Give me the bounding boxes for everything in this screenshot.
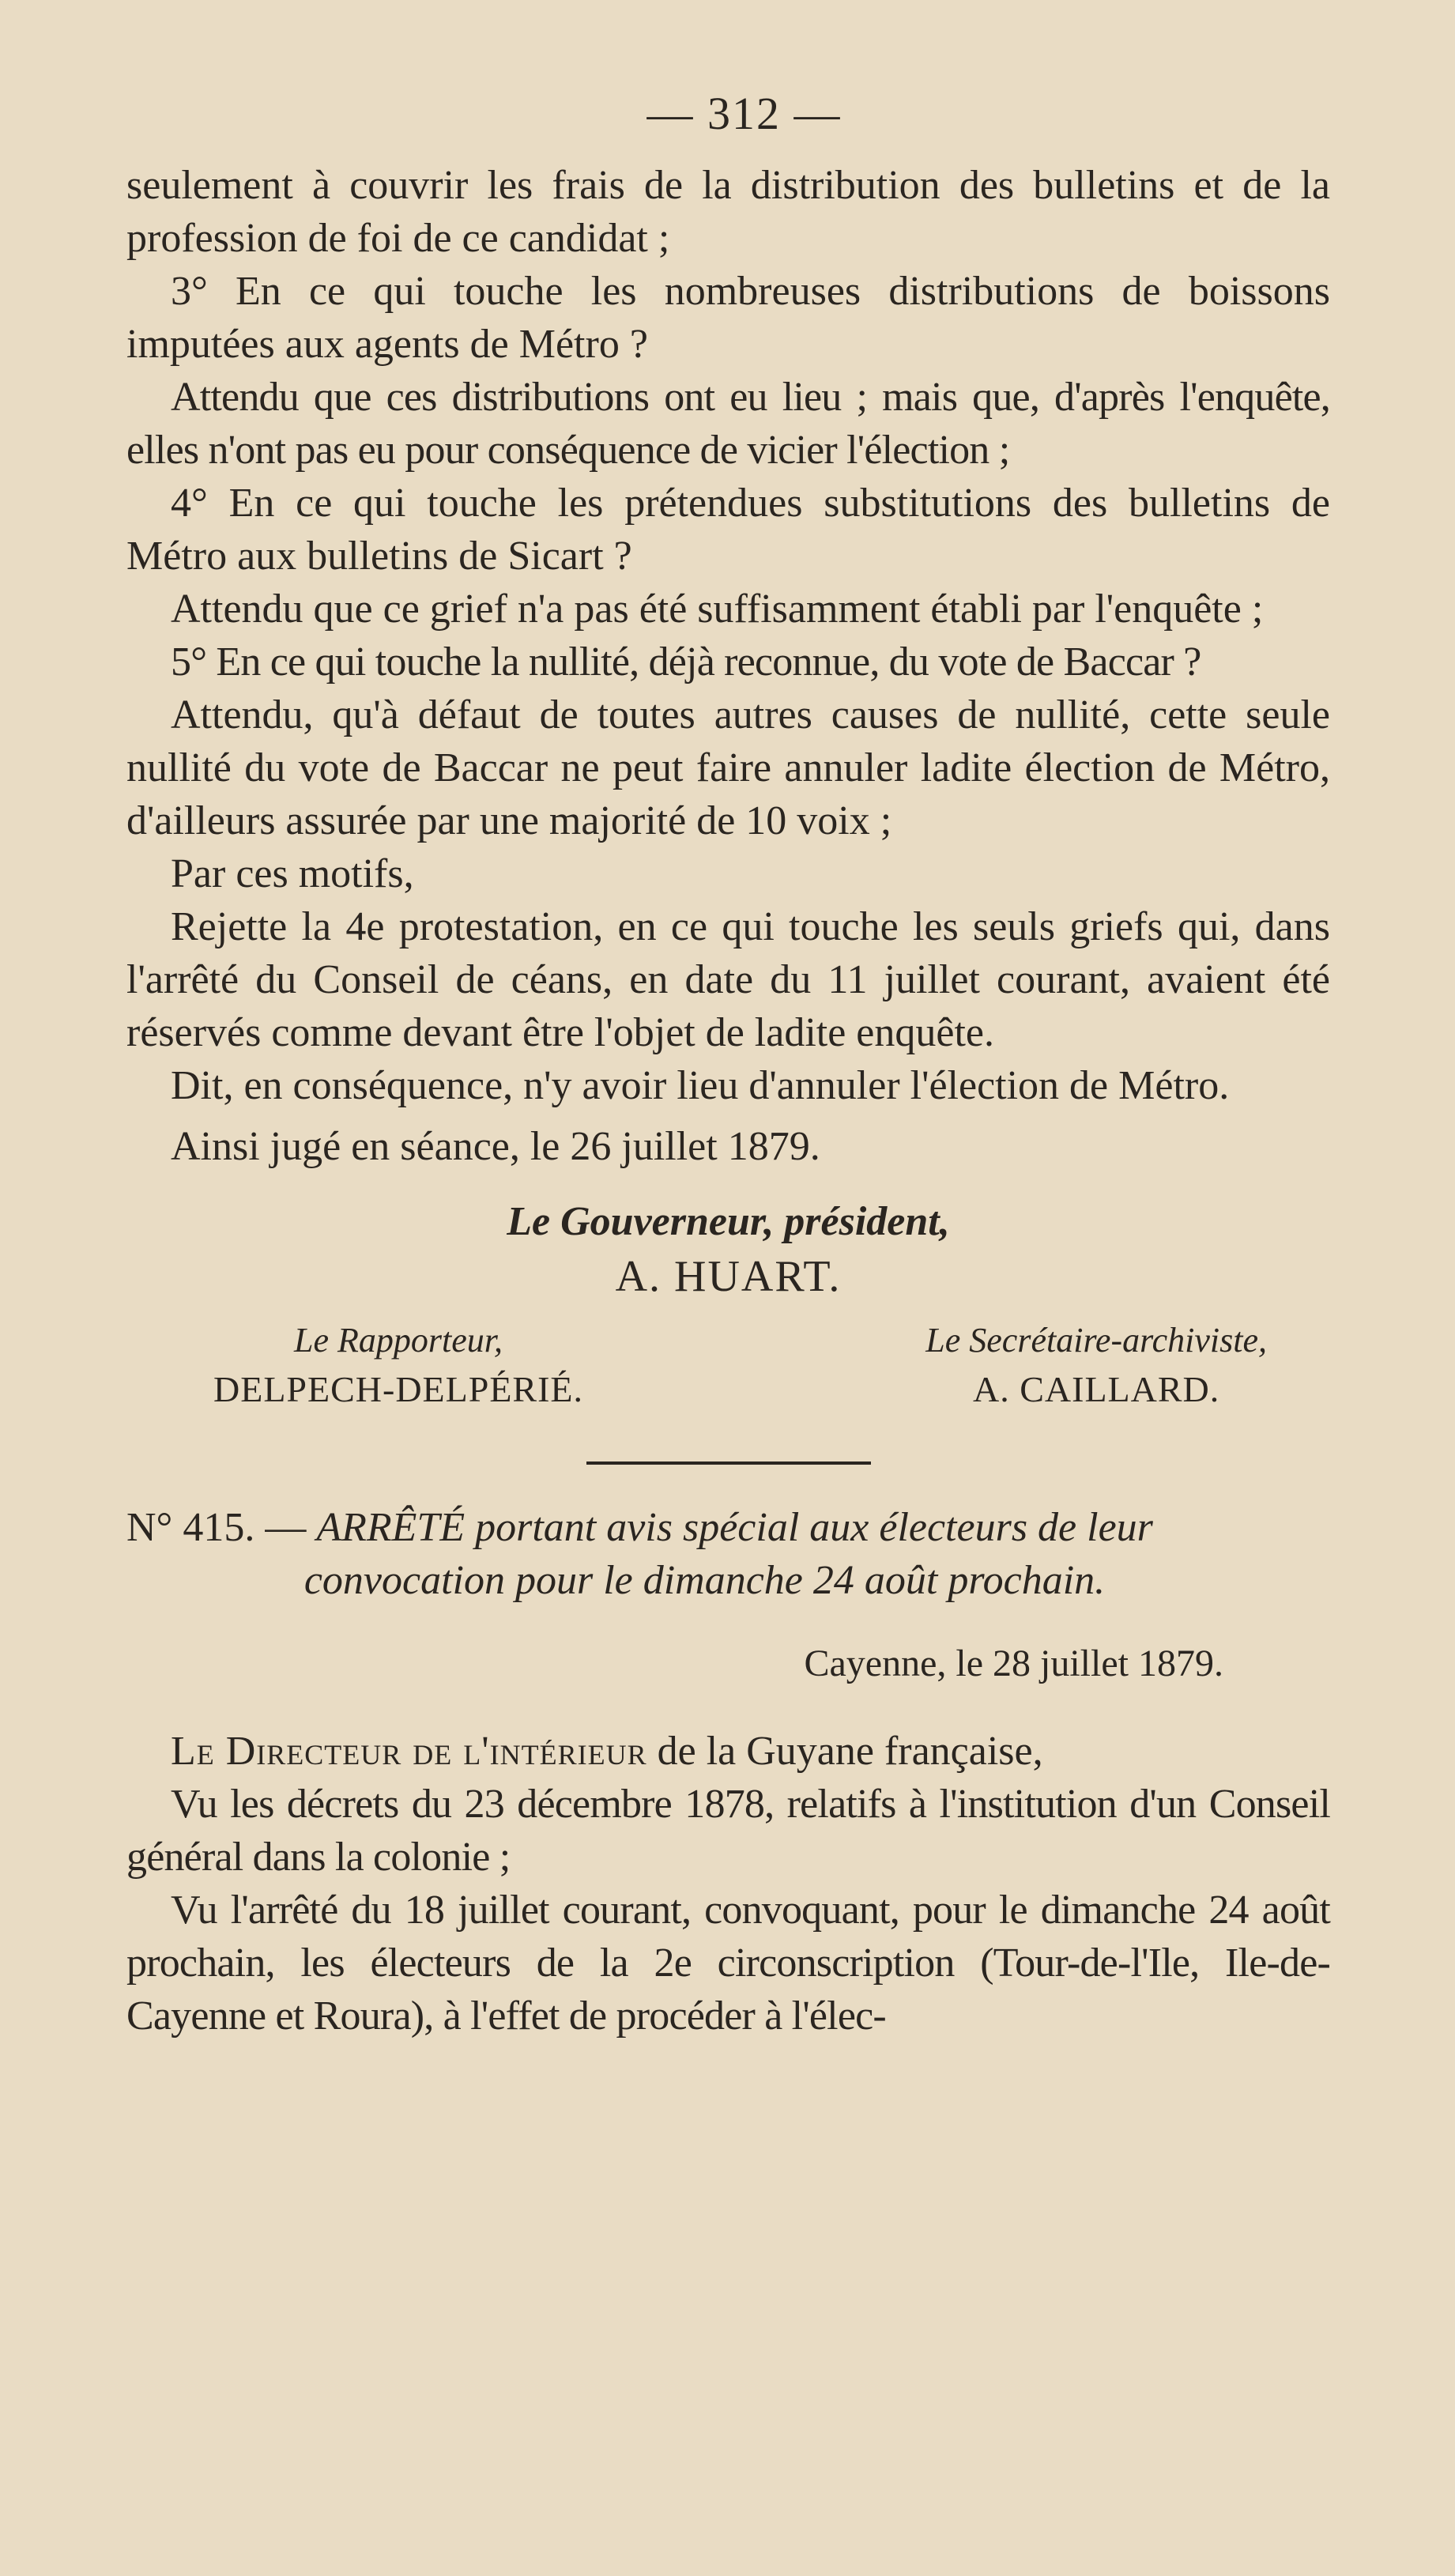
decree-title-line1: ARRÊTÉ portant avis spécial aux électeurs de leur (316, 1505, 1153, 1550)
paragraph: 5° En ce qui touche la nullité, déjà reconnue, du vote de Baccar ? (171, 639, 1201, 685)
paragraph: Vu les décrets du 23 décembre 1878, relatifs à l'institution d'un Conseil général dans la colonie ; (126, 1782, 1330, 1880)
signature-block (126, 1195, 1330, 1414)
decree-title-line2: convocation pour le dimanche 24 août prochain. (303, 1558, 1106, 1603)
paragraph: Attendu que ce grief n'a pas été suffisamment établi par l'enquête ; (171, 586, 1264, 632)
decree-heading (126, 1501, 1330, 1554)
secretaire-name: A. CAILLARD. (973, 1369, 1220, 1409)
president-role: Le Gouverneur, président, (507, 1199, 950, 1244)
signature-row (126, 1316, 1330, 1414)
secretaire-signature (925, 1316, 1267, 1414)
section-divider (586, 1461, 871, 1465)
paragraph: Ainsi jugé en séance, le 26 juillet 1879. (171, 1124, 820, 1169)
paragraph: Attendu, qu'à défaut de toutes autres causes de nullité, cette seule nullité du vote de Baccar ne peut faire annuler ladite élection de Métro, d'ailleurs assurée par une majorité de 10 voix ; (126, 692, 1330, 843)
paragraph: 3° En ce qui touche les nombreuses distributions de boissons imputées aux agents de Métro ? (126, 269, 1330, 367)
decree-number: N° 415. — (126, 1505, 307, 1550)
secretaire-role: Le Secrétaire-archiviste, (925, 1321, 1267, 1360)
place-date: Cayenne, le 28 juillet 1879. (804, 1643, 1223, 1684)
president-name: A. HUART. (615, 1252, 842, 1301)
paragraph: Attendu que ces distributions ont eu lieu ; mais que, d'après l'enquête, elles n'ont pas eu pour conséquence de vicier l'élection ; (126, 375, 1330, 473)
paragraph: Vu l'arrêté du 18 juillet courant, convoquant, pour le dimanche 24 août prochain, les électeurs de la 2e circonscription (Tour-de-l'Ile, Ile-de-Cayenne et Roura), à l'effet de procéder à l'élec- (126, 1888, 1330, 2039)
paragraph: seulement à couvrir les frais de la distribution des bulletins et de la profession de foi de ce candidat ; (126, 163, 1330, 261)
director-line (126, 1725, 1330, 1778)
paragraph: 4° En ce qui touche les prétendues substitutions des bulletins de Métro aux bulletins de Sicart ? (126, 481, 1330, 579)
paragraph: Dit, en conséquence, n'y avoir lieu d'annuler l'élection de Métro. (171, 1063, 1230, 1108)
director-prefix: Le Directeur de l'intérieur (171, 1729, 647, 1774)
paragraph: Par ces motifs, (171, 851, 414, 896)
decree-section (126, 1501, 1330, 2042)
director-suffix: de la Guyane française, (646, 1729, 1043, 1774)
rapporteur-role: Le Rapporteur, (294, 1321, 503, 1360)
judgment-body (126, 159, 1330, 1173)
page-number: — 312 — (646, 88, 842, 139)
rapporteur-signature (213, 1316, 583, 1414)
rapporteur-name: DELPECH-DELPÉRIÉ. (213, 1369, 584, 1409)
paragraph: Rejette la 4e protestation, en ce qui touche les seuls griefs qui, dans l'arrêté du Conseil de céans, en date du 11 juillet courant, avaient été réservés comme devant être l'objet de ladite enquête. (126, 904, 1330, 1055)
